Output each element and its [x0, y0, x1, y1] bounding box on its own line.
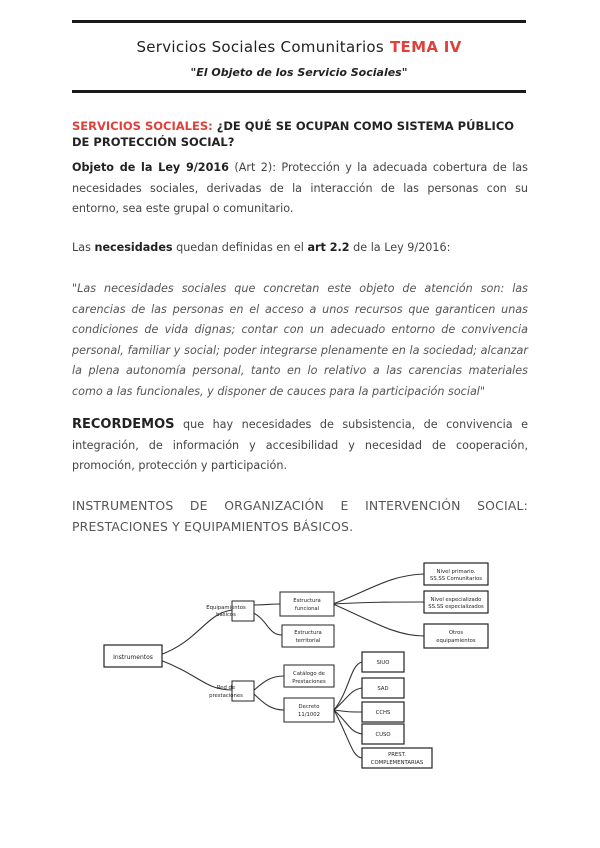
section-heading-red: SERVICIOS SOCIALES:	[72, 119, 213, 133]
label-cuso: CUSO	[375, 732, 391, 738]
connector	[334, 710, 362, 734]
box-equipamientos-marker	[232, 601, 254, 621]
connector	[252, 692, 284, 710]
connector	[334, 710, 362, 758]
box-estructura-funcional	[280, 592, 334, 616]
label-prest-1: PREST.	[388, 752, 406, 758]
necesidades-post: de la Ley 9/2016:	[349, 241, 451, 254]
label-instrumentos: Instrumentos	[113, 654, 153, 661]
label-decreto-2: 11/1002	[297, 712, 321, 718]
label-otros-2: equipamientos	[436, 638, 476, 644]
label-equipamientos-2: básicos	[216, 612, 236, 618]
label-nivel-especializado-2: SS.SS especializados	[428, 604, 484, 610]
label-decreto-1: Decreto	[298, 704, 320, 710]
label-estructura-territorial-1: Estructura	[294, 630, 322, 636]
document-subtitle: "El Objeto de los Servicio Sociales"	[190, 66, 408, 79]
connector	[252, 676, 284, 692]
label-catalogo-2: Prestaciones	[292, 679, 326, 685]
label-otros-1: Otros	[448, 630, 464, 636]
tema-label: TEMA IV	[390, 38, 462, 56]
objeto-bold: Objeto de la Ley 9/2016	[72, 161, 229, 174]
label-estructura-territorial-2: territorial	[295, 638, 321, 644]
necesidades-pre: Las	[72, 241, 95, 254]
quote-paragraph: "Las necesidades sociales que concretan este objeto de atención son: las carencias de las personas en el acceso a unos recursos que garanticen unas condiciones de vida dignas; contar con un adecuado entorno de convivencia personal, familiar y social; poder integrarse plenamente en la sociedad; alcanzar la plena autonomía personal, tanto en lo relativo a las carencias materiales como a las funcionales, y disponer de cauces para la participación social"	[72, 282, 528, 398]
label-prest-2: COMPLEMENTARIAS	[370, 760, 424, 766]
connector	[333, 574, 424, 604]
box-otros-equipamientos	[424, 624, 488, 648]
connector	[334, 710, 362, 712]
recordemos-text: que hay necesidades de subsistencia, de convivencia e integración, de información y accesibilidad y necesidad de cooperación, promoción, protección y participación.	[72, 418, 528, 472]
label-red-2: prestaciones	[209, 693, 243, 699]
label-nivel-primario-1: Nivel primario.	[436, 569, 476, 575]
connector	[334, 688, 362, 710]
label-catalogo-1: Catálogo de	[293, 671, 325, 677]
title-text: Servicios Sociales Comunitarios	[136, 38, 385, 56]
necesidades-mid: quedan definidas en el	[172, 241, 308, 254]
objeto-text: (Art 2): Protección y la adecuada cobertura de las necesidades sociales, derivadas de la interacción de las personas con su entorno, sea este grupal o comunitario.	[72, 161, 528, 215]
label-estructura-funcional-1: Estructura	[293, 598, 321, 604]
connector	[252, 612, 282, 635]
label-nivel-primario-2: SS.SS Comunitarios	[429, 576, 483, 582]
article-bold: art 2.2	[307, 241, 350, 254]
label-nivel-especializado-1: Nivel especializado	[430, 597, 482, 603]
connector	[252, 604, 280, 605]
section-heading-rest: ¿DE QUÉ SE OCUPAN COMO SISTEMA PÚBLICO DE PROTECCIÓN SOCIAL?	[72, 119, 515, 149]
label-siuo: SIUO	[376, 660, 390, 666]
instrumentos-heading: INSTRUMENTOS DE ORGANIZACIÓN E INTERVENCIÓN SOCIAL: PRESTACIONES Y EQUIPAMIENTOS BÁSICOS.	[72, 498, 528, 534]
label-cchs: CCHS	[375, 710, 391, 716]
recordemos-bold: RECORDEMOS	[72, 417, 175, 432]
box-decreto	[284, 698, 334, 722]
necesidades-bold: necesidades	[94, 241, 173, 254]
label-red-1: Red de	[216, 685, 236, 691]
label-equipamientos-1: Equipamientos	[206, 605, 246, 611]
connector	[333, 604, 424, 636]
label-sad: SAD	[377, 686, 389, 692]
connector	[333, 602, 424, 604]
label-estructura-funcional-2: funcional	[294, 606, 320, 612]
connector	[334, 662, 362, 710]
